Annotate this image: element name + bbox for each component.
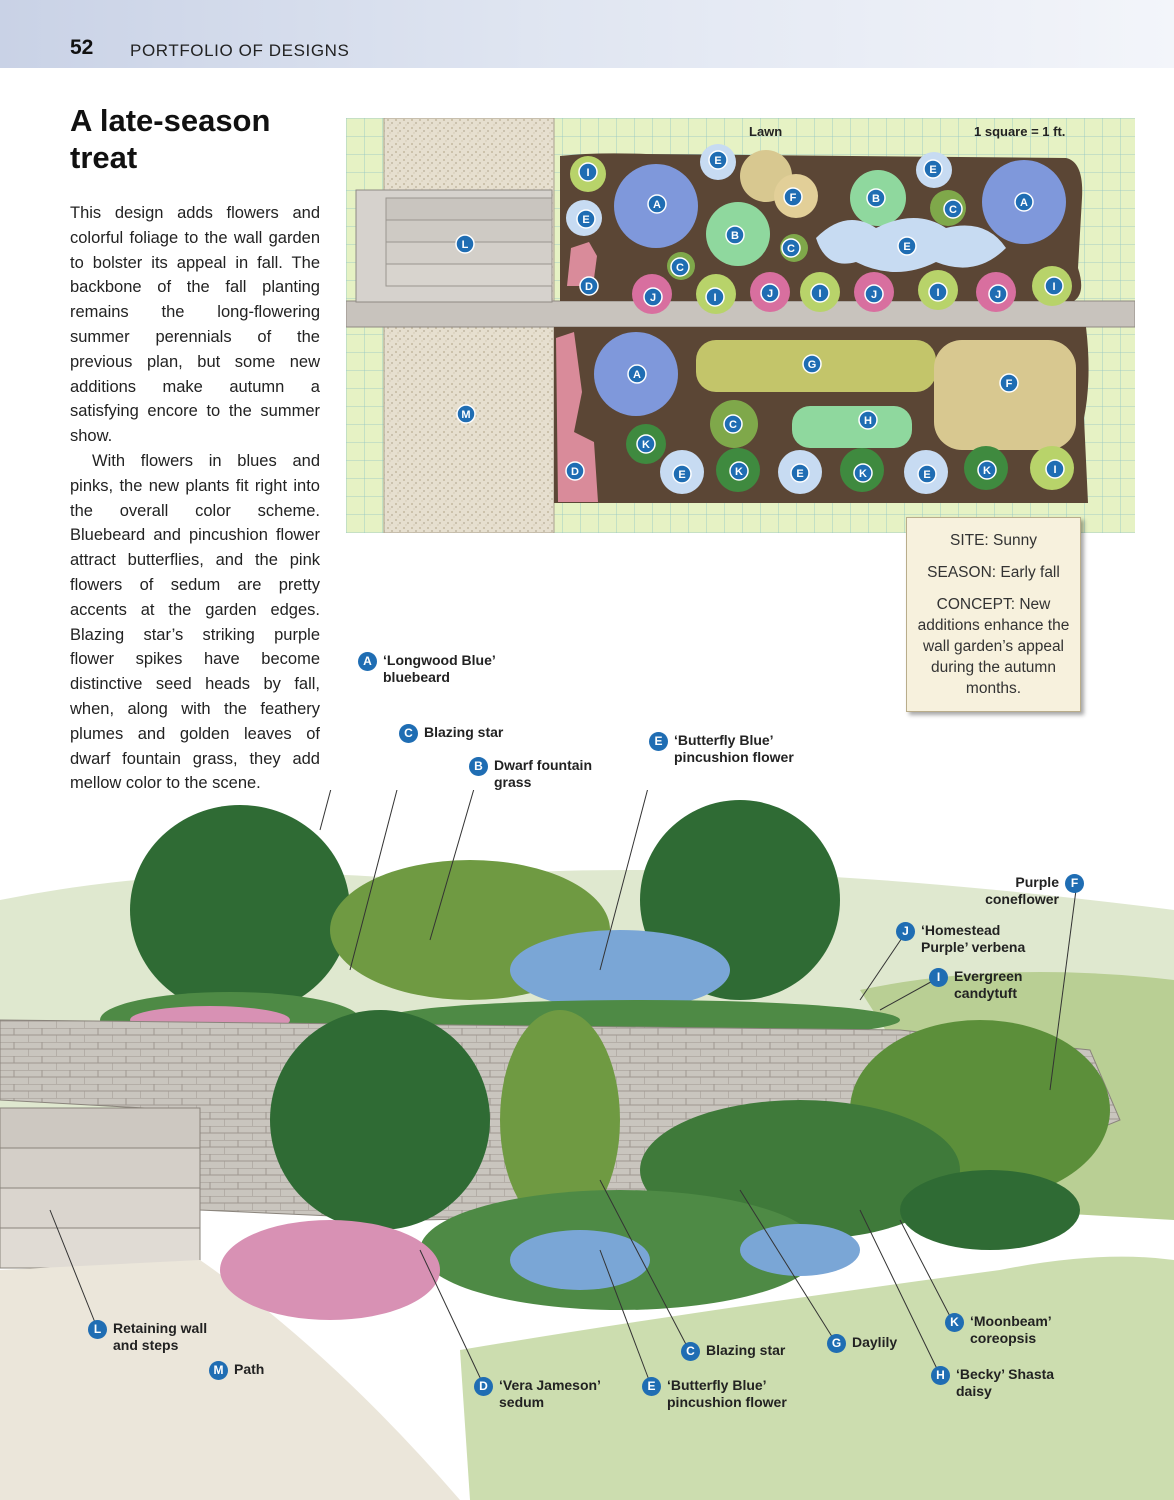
plan-marker-i <box>1045 277 1063 295</box>
plan-marker-e <box>709 151 727 169</box>
section-title: PORTFOLIO OF DESIGNS <box>130 41 350 60</box>
svg-text:E: E <box>903 241 911 253</box>
svg-text:A: A <box>633 369 641 381</box>
svg-text:E: E <box>796 468 804 480</box>
plan-marker-h <box>859 411 877 429</box>
callout-l <box>88 1320 223 1354</box>
plan-marker-j <box>644 288 662 306</box>
plan-marker-j <box>989 285 1007 303</box>
svg-text:D: D <box>585 281 593 293</box>
callout-d-badge: D <box>474 1377 493 1396</box>
svg-text:I: I <box>1052 281 1056 293</box>
plan-marker-c <box>782 239 800 257</box>
svg-text:F: F <box>1005 378 1013 390</box>
plan-marker-b <box>867 189 885 207</box>
svg-text:K: K <box>859 468 867 480</box>
plan-marker-j <box>761 284 779 302</box>
plan-marker-d <box>580 277 598 295</box>
plan-marker-k <box>730 462 748 480</box>
plan-marker-a <box>1015 193 1033 211</box>
callout-h-badge: H <box>931 1366 950 1385</box>
callout-e-upper-label: ‘Butterfly Blue’ pincushion flower <box>674 732 794 765</box>
plan-marker-e <box>791 464 809 482</box>
callout-f-label: Purple coneflower <box>985 874 1059 907</box>
leader-a <box>320 790 360 830</box>
callout-f-badge: F <box>1065 874 1084 893</box>
season-text: SEASON: Early fall <box>927 564 1060 581</box>
plan-marker-i <box>706 288 724 306</box>
svg-text:C: C <box>676 262 684 274</box>
callout-c-lower <box>681 1342 785 1361</box>
callout-g <box>827 1334 897 1353</box>
callout-m-label: Path <box>234 1361 265 1377</box>
plan-marker-l <box>456 235 474 253</box>
illus-upper-plants <box>100 800 900 1048</box>
callout-c-upper <box>399 724 503 743</box>
callout-b-badge: B <box>469 757 488 776</box>
callout-e-lower-label: ‘Butterfly Blue’ pincushion flower <box>667 1377 787 1410</box>
svg-text:E: E <box>582 214 590 226</box>
site-text: SITE: Sunny <box>949 532 1037 549</box>
svg-text:H: H <box>864 415 872 427</box>
svg-text:A: A <box>653 199 661 211</box>
article-title: A late-season treat <box>70 103 271 175</box>
plan-marker-c <box>724 415 742 433</box>
plan-marker-d <box>566 462 584 480</box>
svg-text:I: I <box>586 167 590 179</box>
callout-k-badge: K <box>945 1313 964 1332</box>
svg-text:K: K <box>983 465 991 477</box>
svg-text:I: I <box>713 292 717 304</box>
callout-j-label: ‘Homestead Purple’ verbena <box>921 922 1026 955</box>
svg-text:J: J <box>994 289 1002 301</box>
svg-text:I: I <box>936 287 940 299</box>
plan-steps <box>356 190 552 302</box>
svg-text:J: J <box>870 289 878 301</box>
plan-marker-f <box>784 188 802 206</box>
svg-text:J: J <box>766 288 774 300</box>
plan-marker-f <box>1000 374 1018 392</box>
article-body <box>70 201 320 796</box>
plan-marker-k <box>854 464 872 482</box>
plan-marker-e <box>577 210 595 228</box>
svg-text:K: K <box>642 439 650 451</box>
callout-j-badge: J <box>896 922 915 941</box>
plan-marker-c <box>944 200 962 218</box>
callout-b-label: Dwarf fountain grass <box>494 757 592 790</box>
plan-marker-k <box>637 435 655 453</box>
plan-marker-i <box>1046 460 1064 478</box>
callout-f <box>965 874 1084 908</box>
plan-marker-i <box>579 163 597 181</box>
paragraph-1: This design adds flowers and colorful foliage to the wall garden to bolster its appeal in fall. The backbone of the fall planting remains the long-flowering summer perennials of the previous plan, but some new additions make autumn a satisfying encore to the summer show. <box>70 204 320 446</box>
svg-text:E: E <box>929 164 937 176</box>
plan-lawn-label: Lawn <box>749 124 783 139</box>
plan-wall <box>346 301 1135 327</box>
callout-h <box>931 1366 1066 1400</box>
callout-e-lower <box>642 1377 807 1411</box>
svg-text:D: D <box>571 466 579 478</box>
callout-c-upper-label: Blazing star <box>424 724 504 740</box>
svg-text:E: E <box>678 469 686 481</box>
plan-marker-e <box>673 465 691 483</box>
plan-marker-e <box>924 160 942 178</box>
plan-marker-a <box>648 195 666 213</box>
svg-text:M: M <box>461 409 471 421</box>
concept-text: CONCEPT: New additions enhance the wall garden’s appeal during the autumn months. <box>917 596 1070 697</box>
callout-c-lower-badge: C <box>681 1342 700 1361</box>
plan-marker-i <box>929 283 947 301</box>
svg-text:G: G <box>807 359 817 371</box>
callout-g-label: Daylily <box>852 1334 898 1350</box>
callout-d-label: ‘Vera Jameson’ sedum <box>499 1377 601 1410</box>
site-info-box <box>906 517 1081 712</box>
plan-marker-a <box>628 365 646 383</box>
svg-text:E: E <box>923 469 931 481</box>
plan-marker-j <box>865 285 883 303</box>
svg-text:E: E <box>714 155 722 167</box>
svg-text:J: J <box>649 292 657 304</box>
callout-i-label: Evergreen candytuft <box>954 968 1023 1001</box>
svg-text:C: C <box>787 243 795 255</box>
callout-e-upper <box>649 732 814 766</box>
plan-marker-b <box>726 226 744 244</box>
callout-j <box>896 922 1041 956</box>
callout-a-badge: A <box>358 652 377 671</box>
callout-c-upper-badge: C <box>399 724 418 743</box>
callout-e-lower-badge: E <box>642 1377 661 1396</box>
page-number: 52 <box>70 36 94 59</box>
plan-marker-k <box>978 461 996 479</box>
plan-marker-g <box>803 355 821 373</box>
garden-plan <box>346 118 1135 533</box>
callout-e-upper-badge: E <box>649 732 668 751</box>
svg-text:A: A <box>1020 197 1028 209</box>
callout-m <box>209 1361 264 1380</box>
paragraph-2: With flowers in blues and pinks, the new plants fit right into the overall color scheme. Bluebeard and pincushion flower attract butterflies, and the pink flowers of sedum are pretty accents at the garden edges. Blazing star’s striking purple flower spikes have become distinctive seed heads by fall, when, along with the feathery plumes and golden leaves of dwarf fountain grass, they add mellow color to the scene. <box>70 451 320 793</box>
callout-i <box>929 968 1054 1002</box>
svg-text:I: I <box>818 288 822 300</box>
plan-marker-c <box>671 258 689 276</box>
plan-marker-m <box>457 405 475 423</box>
callout-k-label: ‘Moonbeam’ coreopsis <box>970 1313 1051 1346</box>
plan-marker-e <box>898 237 916 255</box>
callout-m-badge: M <box>209 1361 228 1380</box>
callout-g-badge: G <box>827 1334 846 1353</box>
callout-a <box>358 652 513 686</box>
svg-text:C: C <box>949 204 957 216</box>
callout-k <box>945 1313 1070 1347</box>
callout-c-lower-label: Blazing star <box>706 1342 786 1358</box>
callout-h-label: ‘Becky’ Shasta daisy <box>956 1366 1055 1399</box>
callout-a-label: ‘Longwood Blue’ bluebeard <box>383 652 495 685</box>
plan-marker-i <box>811 284 829 302</box>
svg-text:I: I <box>1053 464 1057 476</box>
svg-text:K: K <box>735 466 743 478</box>
svg-text:C: C <box>729 419 737 431</box>
svg-text:B: B <box>872 193 880 205</box>
svg-text:L: L <box>461 239 469 251</box>
svg-text:B: B <box>731 230 739 242</box>
svg-text:F: F <box>789 192 797 204</box>
callout-l-label: Retaining wall and steps <box>113 1320 208 1353</box>
callout-i-badge: I <box>929 968 948 987</box>
plan-marker-e <box>918 465 936 483</box>
callout-d <box>474 1377 609 1411</box>
callout-l-badge: L <box>88 1320 107 1339</box>
callout-b <box>469 757 606 791</box>
plan-scale-label: 1 square = 1 ft. <box>974 124 1066 139</box>
illus-steps <box>0 1108 200 1268</box>
